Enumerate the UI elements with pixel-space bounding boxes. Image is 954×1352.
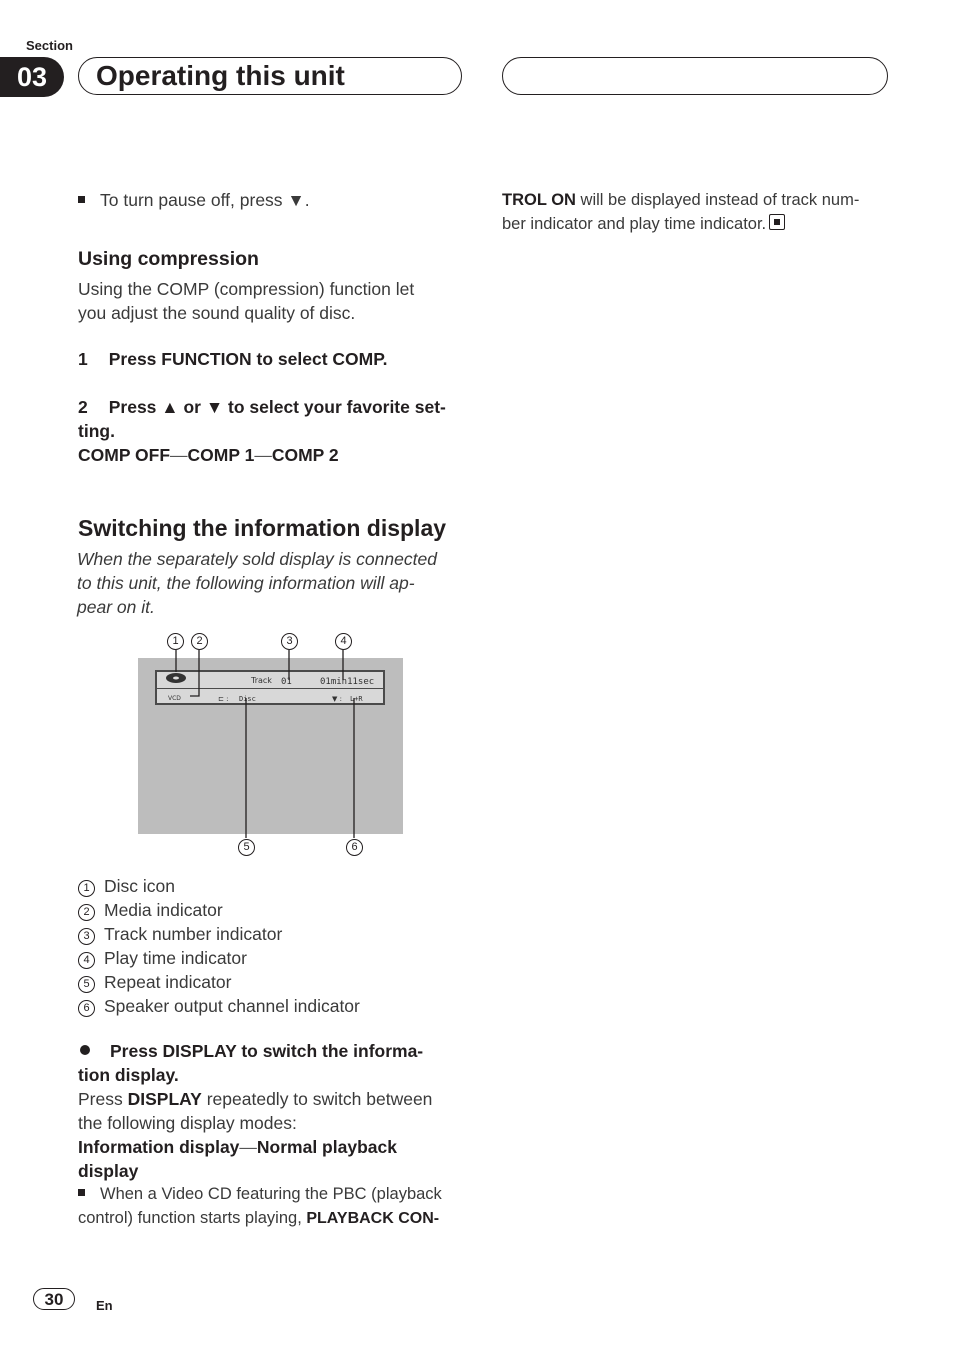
callout-6: 6 <box>346 839 363 856</box>
section-number: 03 <box>0 57 64 97</box>
display-step-description: Press DISPLAY repeatedly to switch between the following display modes: <box>78 1089 433 1133</box>
pause-note: To turn pause off, press ▼. <box>78 188 310 212</box>
info-intro: When the separately sold display is connected to this unit, the following information will ap- pear on it. <box>77 549 437 617</box>
display-step: Press DISPLAY to switch the informa- tion display. <box>78 1041 424 1085</box>
figure-legend <box>78 874 360 1018</box>
svg-text:⊏ :: ⊏ : <box>218 695 229 703</box>
legend-item: 6 Speaker output channel indicator <box>78 994 360 1018</box>
callout-1: 1 <box>167 633 184 650</box>
display-modes: Information display—Normal playback display <box>78 1137 397 1181</box>
legend-item: 2 Media indicator <box>78 898 360 922</box>
legend-item: 5 Repeat indicator <box>78 970 360 994</box>
bullet-square-icon <box>78 1189 85 1196</box>
bullet-square-icon <box>78 196 85 203</box>
callout-5: 5 <box>238 839 255 856</box>
screen-media: VCD <box>168 695 181 702</box>
page-number: 30 <box>33 1288 75 1310</box>
pbc-note-continued: TROL ON will be displayed instead of track num- ber indicator and play time indicator. <box>502 191 860 233</box>
screen-time: 01min11sec <box>320 677 375 687</box>
callout-4: 4 <box>335 633 352 650</box>
legend-item: 1 Disc icon <box>78 874 360 898</box>
page-title: Operating this unit <box>96 60 345 91</box>
info-display-heading: Switching the information display <box>78 515 447 541</box>
section-label: Section <box>26 38 73 53</box>
comp-sequence: COMP OFF—COMP 1—COMP 2 <box>78 445 339 465</box>
callout-3: 3 <box>281 633 298 650</box>
compression-heading: Using compression <box>78 248 259 270</box>
step-2: 2 Press ▲ or ▼ to select your favorite set- ting. <box>78 397 446 441</box>
legend-item: 4 Play time indicator <box>78 946 360 970</box>
callout-2: 2 <box>191 633 208 650</box>
right-header-frame <box>502 57 888 95</box>
legend-item: 3 Track number indicator <box>78 922 360 946</box>
display-figure <box>130 628 420 864</box>
step-1: 1 Press FUNCTION to select COMP. <box>78 349 388 369</box>
svg-text:▼ :: ▼ : <box>332 695 342 703</box>
screen-speaker: L+R <box>350 695 363 703</box>
screen-repeat: Disc <box>239 695 256 703</box>
language-label: En <box>96 1298 113 1313</box>
pbc-note: When a Video CD featuring the PBC (playback control) function starts playing, PLAYBACK CON- <box>78 1185 442 1227</box>
bullet-dot-icon <box>80 1045 90 1055</box>
end-mark-icon <box>769 214 785 230</box>
screen-track-value: 01 <box>281 677 292 687</box>
screen-track-label: Track <box>251 676 272 685</box>
display-illustration <box>130 628 420 864</box>
compression-description: Using the COMP (compression) function let you adjust the sound quality of disc. <box>78 279 415 323</box>
